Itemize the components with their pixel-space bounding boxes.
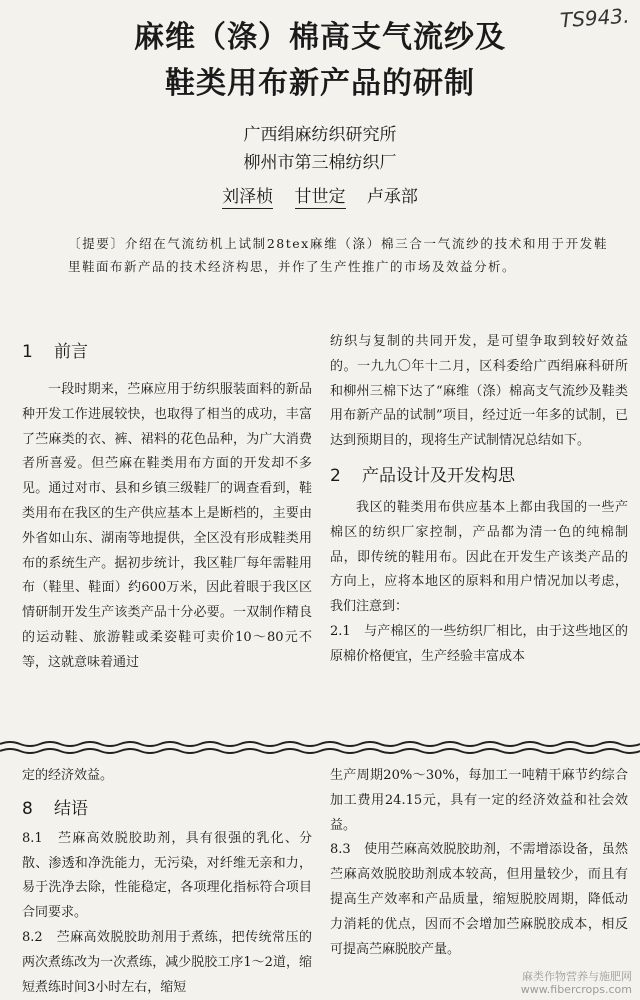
- paper-title-line-1: 麻维（涤）棉高支气流纱及: [134, 20, 506, 55]
- handwritten-classification-note: TS943.: [559, 3, 631, 33]
- list-item-8-2: 8.2 苎麻高效脱胶助剂用于煮练，把传统常压的两次煮练改为一次煮练，减少脱胶工序1～2道，缩短煮练时间3小时左右，缩短: [22, 929, 312, 995]
- section-heading-design: [330, 464, 628, 488]
- section-heading-intro: [22, 340, 312, 364]
- left-column-top: [22, 340, 312, 676]
- page-tear-divider: [0, 738, 640, 758]
- author-1: 刘泽桢: [222, 187, 274, 207]
- affiliation-2: 柳州市第三棉纺织厂: [243, 153, 397, 173]
- list-item-8-1: 8.1 苎麻高效脱胶助剂，具有很强的乳化、分散、渗透和净洗能力，无污染，对纤维无亲和力，易于洗净去除，性能稳定，各项理化指标符合项目合同要求。: [22, 830, 312, 921]
- author-list: [0, 182, 640, 207]
- site-watermark: [521, 970, 632, 996]
- paragraph-continuation: 生产周期20%～30%，每加工一吨精干麻节约综合加工费用24.15元，具有一定的经济效益和社会效益。: [330, 768, 628, 833]
- intro-paragraph: 一段时期来，苎麻应用于纺织服装面料的新品种开发工作进展较快，也取得了相当的成功，丰富了苎麻类的衣、裤、裙料的花色品种，为广大消费者所喜爱。但苎麻在鞋类用布方面的开发却不多见。通过对市、县和乡镇三级鞋厂的调查看到，鞋类用布在我区的生产供应基本上是断档的，主要由外省如山东、湖南等地提供，全区没有形成鞋类用布的系统生产。据初步统计，我区鞋厂每年需鞋用布（鞋里、鞋面）约600万米，因此着眼于我区区情研制开发生产该类产品十分必要。一双制作精良的运动鞋、旅游鞋或柔姿鞋可卖价10～80元不等，这就意味着通过: [22, 382, 312, 670]
- affiliation-1: 广西绢麻纺织研究所: [243, 125, 397, 145]
- section-number: 8: [22, 798, 33, 819]
- watermark-line-1: 麻类作物营养与施肥网: [522, 970, 632, 983]
- right-column-top: [330, 330, 628, 670]
- section-title: 结语: [54, 798, 88, 819]
- right-column-bottom: [330, 764, 628, 962]
- list-item-2-1: 2.1 与产棉区的一些纺织厂相比，由于这些地区的原棉价格便宜，生产经验丰富成本: [330, 623, 628, 664]
- paragraph-continuation: 纺织与复制的共同开发，是可望争取到较好效益的。一九九〇年十二月，区科委给广西绢麻科研所和柳州三棉下达了“麻维（涤）棉高支气流纱及鞋类用布新产品的试制”项目，经过近一年多的试制，已达到预期目的，现将生产试制情况总结如下。: [330, 334, 628, 449]
- section-title: 前言: [54, 342, 88, 362]
- design-paragraph: 我区的鞋类用布供应基本上都由我国的一些产棉区的纺织厂家控制，产品都为清一色的纯棉制品，即传统的鞋用布。因此在开发生产该类产品的方向上，应将本地区的原料和用户情况加以考虑，我们注意到：: [330, 499, 628, 615]
- left-column-bottom: [22, 764, 312, 1000]
- list-item-8-3: 8.3 使用苎麻高效脱胶助剂，不需增添设备，虽然苎麻高效脱胶助剂成本较高，但用量较少，而且有提高生产效率和产品质量，缩短脱胶周期，降低动力消耗的优点，因而不会增加苎麻脱胶成本，相反可提高苎麻脱胶产量。: [330, 842, 628, 957]
- watermark-line-2: www.fibercrops.com: [520, 983, 632, 996]
- abstract: 〔提要〕介绍在气流纺机上试制28tex麻维（涤）棉三合一气流纱的技术和用于开发鞋里鞋面布新产品的技术经济构思，并作了生产性推广的市场及效益分析。: [68, 236, 608, 274]
- author-2: 甘世定: [294, 187, 346, 207]
- author-3: 卢承部: [366, 187, 418, 207]
- section-number: 2: [330, 465, 341, 486]
- fragment-text: 定的经济效益。: [22, 768, 114, 783]
- section-number: 1: [22, 342, 33, 362]
- section-title: 产品设计及开发构思: [362, 465, 515, 486]
- paper-title-line-2: 鞋类用布新产品的研制: [165, 66, 475, 101]
- section-heading-conclusion: [22, 797, 312, 821]
